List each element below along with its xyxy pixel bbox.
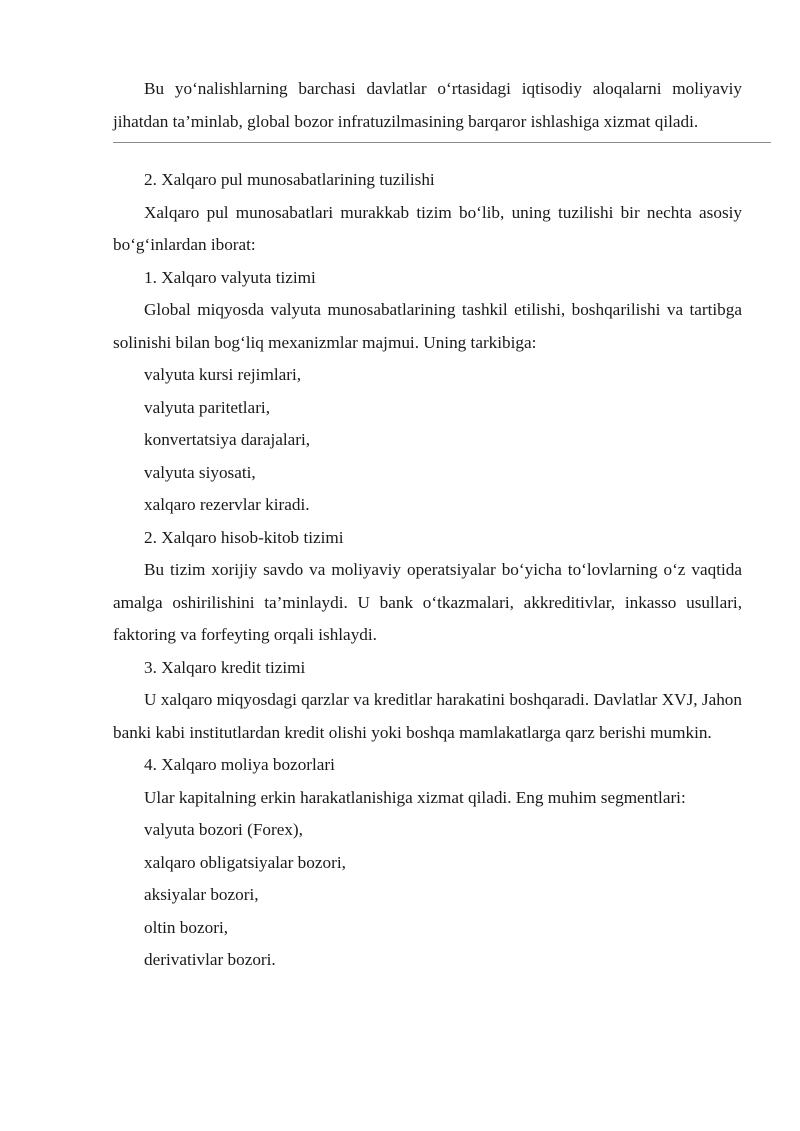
intro-paragraph: Bu yo‘nalishlarning barchasi davlatlar o‘rtasidagi iqtisodiy aloqalarni moliyaviy jihatdan ta’minlab, global bozor infratuzilmasining barqaror ishlashiga xizmat qiladi. <box>113 79 742 131</box>
list-item: xalqaro obligatsiyalar bozori, <box>144 852 346 872</box>
subsection-text: Ular kapitalning erkin harakatlanishiga xizmat qiladi. Eng muhim segmentlari: <box>144 787 686 807</box>
list-item: derivativlar bozori. <box>144 950 276 969</box>
list-item: valyuta siyosati, <box>144 462 256 482</box>
subsection-heading: 1. Xalqaro valyuta tizimi <box>144 267 316 287</box>
subsection-heading: 4. Xalqaro moliya bozorlari <box>144 755 335 774</box>
section-intro: Xalqaro pul munosabatlari murakkab tizim bo‘lib, uning tuzilishi bir nechta asosiy bo‘g‘inlardan iborat: <box>113 202 742 254</box>
list-item: valyuta bozori (Forex), <box>144 820 303 839</box>
list-item: konvertatsiya darajalari, <box>144 430 311 449</box>
page-content <box>113 73 742 977</box>
section-heading: 2. Xalqaro pul munosabatlarining tuzilishi <box>144 170 435 189</box>
list-item: valyuta kursi rejimlari, <box>144 365 302 384</box>
subsection-text: U xalqaro miqyosdagi qarzlar va kreditlar harakatini boshqaradi. Davlatlar XVJ, Jahon banki kabi institutlardan kredit olishi yoki boshqa mamlakatlarga qarz berishi mumkin. <box>113 690 742 742</box>
list-item: xalqaro rezervlar kiradi. <box>144 495 310 514</box>
subsection-text: Bu tizim xorijiy savdo va moliyaviy operatsiyalar bo‘yicha to‘lovlarning o‘z vaqtida amalga oshirilishini ta’minlaydi. U bank o‘tkazmalari, akkreditivlar, inkasso usullari, faktoring va forfeyting orqali ishlaydi. <box>113 560 742 644</box>
list-item: oltin bozori, <box>144 917 229 937</box>
subsection-text: Global miqyosda valyuta munosabatlarining tashkil etilishi, boshqarilishi va tartibga solinishi bilan bog‘liq mexanizmlar majmui. Uning tarkibiga: <box>113 300 742 352</box>
list-item: valyuta paritetlari, <box>144 397 270 417</box>
horizontal-rule <box>113 142 771 143</box>
subsection-heading: 2. Xalqaro hisob-kitob tizimi <box>144 527 344 547</box>
subsection-heading: 3. Xalqaro kredit tizimi <box>144 657 306 677</box>
list-item: aksiyalar bozori, <box>144 885 259 904</box>
